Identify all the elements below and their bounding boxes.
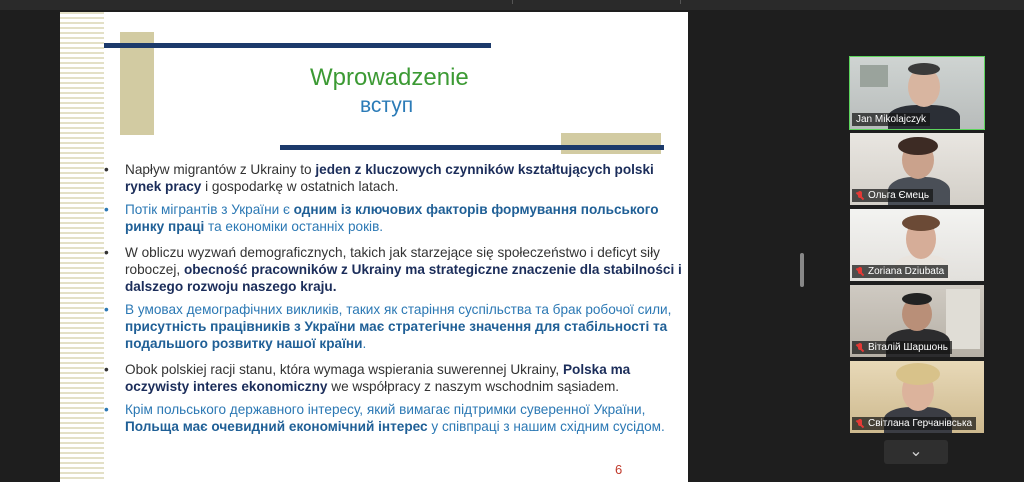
participant-tile-jan-mikolajczyk[interactable] [850,57,984,129]
bullet-text: Крім польського державного інтересу, який вимагає підтримки суверенної України, [125,402,646,417]
participant-name: Світлана Герчанівська [868,418,973,429]
bullet-text: i gospodarkę w ostatnich latach. [201,179,399,194]
bullet-marker: • [104,202,109,217]
decorative-stripes [60,12,104,482]
bullet-text: В умовах демографічних викликів, таких як старіння суспільства та брак робочої сили, [125,302,672,317]
bullet-text: та економіки останніх років. [204,219,384,234]
participant-name: Віталій Шаршонь [868,342,948,353]
microphone-muted-icon [856,267,864,277]
microphone-muted-icon [856,343,864,353]
gallery-scroll-down-button[interactable] [884,440,948,464]
shared-presentation-slide [60,12,688,482]
participant-name-tag [852,417,976,430]
bullet-text: Потік мігрантів з України є [125,202,294,217]
bullet-marker: • [104,402,109,417]
decorative-bar-middle [280,145,664,150]
bullet-marker: • [104,362,109,377]
bullet-item-ua [104,401,684,435]
bullet-text: одним із ключових факторів формування польського ринку праці [125,202,659,234]
decorative-block-right [561,133,661,154]
participant-name-tag [852,189,933,202]
participant-tile-vitalii-sharshon[interactable] [850,285,984,357]
participant-name-tag [852,113,930,126]
slide-page-number: 6 [615,462,623,477]
slide-bullet-list [104,161,684,444]
bullet-text: . [362,336,367,351]
gallery-scroll-handle[interactable] [800,253,804,287]
bullet-text: Obok polskiej racji stanu, która wymaga wspierania suwerennej Ukrainy, [125,362,563,377]
bullet-item-ua [104,301,684,352]
bullet-item-ua [104,201,684,235]
bullet-text: Napływ migrantów z Ukrainy to [125,162,316,177]
bullet-item-pl [104,244,684,295]
participant-name-tag [852,341,952,354]
bullet-text: Польща має очевидний економічний інтерес [125,419,428,434]
bullet-text: we współpracy z naszym wschodnim sąsiadem. [327,379,620,394]
participant-name: Zoriana Dziubata [868,266,945,277]
bullet-marker: • [104,302,109,317]
microphone-muted-icon [856,191,864,201]
bullet-item-pl [104,361,684,395]
bullet-text: присутність працівників з України має стратегічне значення для стабільності та подальшого розвитку нашої країни [125,319,668,351]
microphone-muted-icon [856,419,864,429]
bullet-text: у співпраці з нашим східним сусідом. [427,419,665,434]
bullet-text: Polska ma oczywisty interes ekonomiczny [125,362,631,394]
decorative-bar-top [104,43,491,48]
slide-title-pl: Wprowadzenie [310,64,469,91]
slide-title-ua: вступ [360,94,414,117]
participant-name: Jan Mikolajczyk [856,114,927,125]
chevron-down-icon: ⌄ [909,443,923,460]
bullet-text: obecność pracowników z Ukrainy ma strategiczne znaczenie dla stabilności i dalszego rozwoju naszego kraju. [125,262,682,294]
participant-tile-olha-yemets[interactable] [850,133,984,205]
participant-name-tag [852,265,948,278]
bullet-text: W obliczu wyzwań demograficznych, takich jak starzejące się społeczeństwo i deficyt siły roboczej, [125,245,660,277]
bullet-text: jeden z kluczowych czynników kształtujących polski rynek pracy [125,162,654,194]
participant-tile-svitlana-herchanivska[interactable] [850,361,984,433]
participant-name: Ольга Ємець [868,190,930,201]
window-top-bar [0,0,1024,10]
bullet-marker: • [104,245,109,260]
bullet-item-pl [104,161,684,195]
participant-tile-zoriana-dziubata[interactable] [850,209,984,281]
bullet-marker: • [104,162,109,177]
